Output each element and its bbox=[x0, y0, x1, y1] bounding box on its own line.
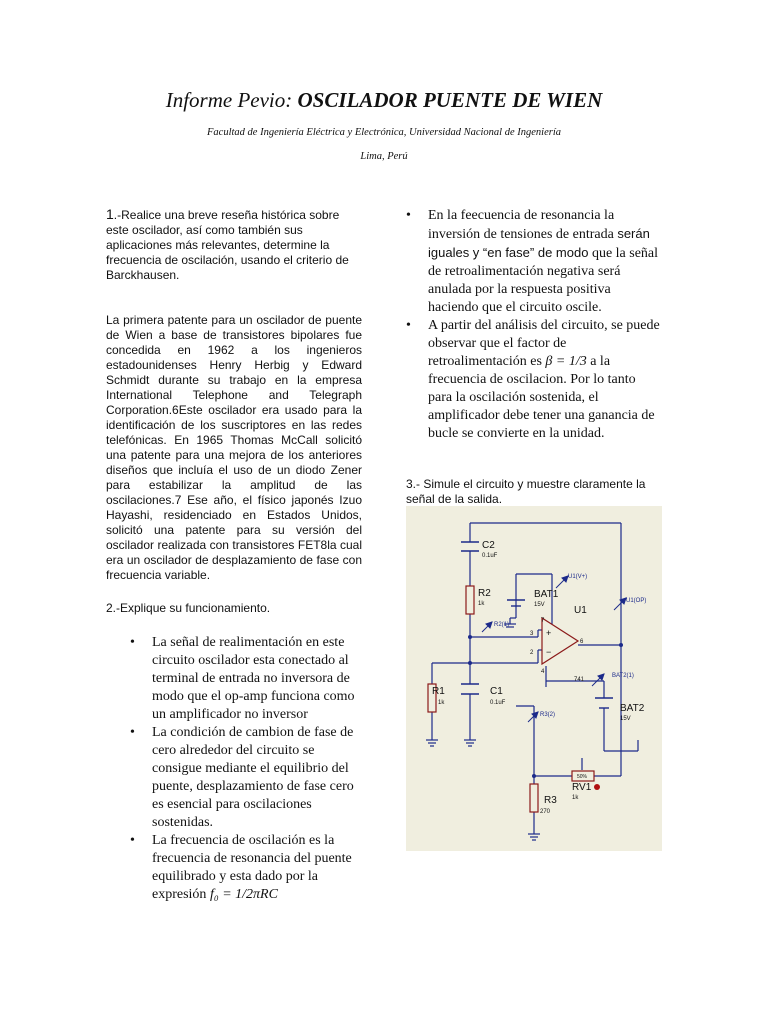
bullet-icon: • bbox=[130, 833, 135, 848]
probe-bat2-label: BAT2(1) bbox=[612, 673, 634, 679]
list-item-text: En la feecuencia de resonancia la inversión de tensiones de entrada bbox=[428, 208, 618, 242]
schematic-svg bbox=[406, 506, 662, 851]
list-item-text: La condición de cambion de fase de cero alrededor del circuito se consigue mediante el equilibrio del puente, desplazamiento de fase cero es esencial para oscilaciones sostenidas. bbox=[152, 725, 354, 830]
c1-value: 0.1uF bbox=[490, 700, 506, 706]
list-item bbox=[406, 207, 660, 317]
probe-r2-label: R2(1) bbox=[494, 622, 510, 628]
question-2: 2.-Explique su funcionamiento. bbox=[106, 601, 271, 615]
circuit-schematic bbox=[406, 506, 662, 851]
affiliation: Facultad de Ingeniería Eléctrica y Electrónica, Universidad Nacional de Ingeniería bbox=[207, 127, 561, 138]
title-prefix: Informe Pevio: bbox=[165, 88, 298, 112]
rv1-label: RV1 bbox=[572, 782, 592, 793]
r1-value: 1k bbox=[438, 700, 445, 706]
bat2-label: BAT2 bbox=[620, 703, 645, 714]
svg-text:+: + bbox=[546, 628, 552, 638]
r2-label: R2 bbox=[478, 588, 491, 599]
u1-model: 741 bbox=[574, 677, 585, 683]
rv1-percent: 50% bbox=[577, 774, 588, 780]
explanation-list bbox=[130, 634, 366, 904]
beta-formula: β = 1/3 bbox=[545, 354, 587, 369]
question-3: 3.- Simule el circuito y muestre claramente la señal de la salida. bbox=[406, 477, 646, 506]
list-item-text-b: a la frecuencia de oscilacion. Por lo tanto para la oscilación sostenida, el amplificador debe tener una ganancia de bucle se convierte en la unidad. bbox=[428, 354, 655, 441]
pin-7: 7 bbox=[541, 618, 545, 624]
svg-text:−: − bbox=[546, 647, 552, 657]
page-title bbox=[0, 88, 768, 113]
list-item bbox=[130, 634, 366, 724]
list-item-text: A partir del análisis del circuito, se puede observar que el factor de retroalimentación es bbox=[428, 318, 660, 369]
pin-3: 3 bbox=[530, 631, 534, 637]
bullet-icon: • bbox=[130, 635, 135, 650]
left-column bbox=[106, 207, 362, 904]
pin-2: 2 bbox=[530, 650, 534, 656]
pin-4: 4 bbox=[541, 669, 545, 675]
probe-u1op-label: U1(OP) bbox=[626, 598, 647, 604]
r2-value: 1k bbox=[478, 601, 485, 607]
bat2-value: 15V bbox=[620, 716, 631, 722]
probe-marker-icon bbox=[594, 784, 600, 790]
c1-label: C1 bbox=[490, 686, 503, 697]
bullet-icon: • bbox=[406, 318, 411, 333]
title-main: OSCILADOR PUENTE DE WIEN bbox=[297, 88, 603, 112]
c2-label: C2 bbox=[482, 540, 495, 551]
location: Lima, Perú bbox=[360, 151, 408, 162]
frequency-formula: f₀ = 1/2πRC bbox=[209, 887, 278, 902]
question-1 bbox=[106, 207, 362, 283]
list-item-text: La frecuencia de oscilación es la frecuencia de resonancia del puente equilibrado y esta dado por la expresión bbox=[152, 833, 352, 902]
list-item bbox=[130, 832, 366, 904]
c2-value: 0.1uF bbox=[482, 553, 498, 559]
r1-label: R1 bbox=[432, 686, 445, 697]
question-1-number: 1 bbox=[106, 206, 114, 222]
probe-r3-label: R3(2) bbox=[540, 712, 556, 718]
right-column bbox=[406, 207, 660, 443]
list-item-text-b: serán iguales y “en fase” de modo bbox=[428, 226, 650, 260]
u1-label: U1 bbox=[574, 605, 587, 616]
bullet-icon: • bbox=[130, 725, 135, 740]
bat1-label: BAT1 bbox=[534, 589, 559, 600]
list-item bbox=[406, 317, 660, 443]
list-item bbox=[130, 724, 366, 832]
bat1-value: 15V bbox=[534, 602, 545, 608]
r3-label: R3 bbox=[544, 795, 557, 806]
pin-6: 6 bbox=[580, 639, 584, 645]
r3-value: 270 bbox=[540, 809, 551, 815]
bullet-icon: • bbox=[406, 208, 411, 223]
question-1-text: .-Realice una breve reseña histórica sobre este oscilador, así como también sus aplicaciones más relevantes, determine la frecuencia de oscilación, usando el criterio de Barckhausen. bbox=[106, 208, 349, 282]
list-item-text: La señal de realimentación en este circuito oscilador esta conectado al terminal de entrada no inversora de modo que el op-amp funciona como un amplificador no inversor bbox=[152, 635, 355, 722]
probe-u1v-label: U1(V+) bbox=[568, 574, 588, 580]
rv1-value: 1k bbox=[572, 795, 579, 801]
history-paragraph: La primera patente para un oscilador de puente de Wien a base de transistores bipolares fue concedida en 1962 a los ingenieros estadounidenses Henry Herbig y Edward Schmidt durante su trabajo en la empresa International Telephone and Telegraph Corporation.6Este oscilador era usado para la identificación de los suscriptores en las redes telefónicas. En 1965 Thomas McCall solicitó una patente para una mejora de los anteriores diseños que incluía el uso de un diodo Zener para estabilizar la amplitud de las oscilaciones.7 Ese año, el físico japonés Izuo Hayashi, residenciado en Estados Unidos, solicitó una patente para su versión del oscilador realizada con transistores FET8la cual era un oscilador de desplazamiento de fase con frecuencia variable. bbox=[106, 313, 362, 582]
analysis-list bbox=[406, 207, 660, 443]
list-item-text-c: que la señal de retroalimentación negativa será anulada por la respuesta positiva haciendo que el circuito oscile. bbox=[428, 246, 659, 315]
